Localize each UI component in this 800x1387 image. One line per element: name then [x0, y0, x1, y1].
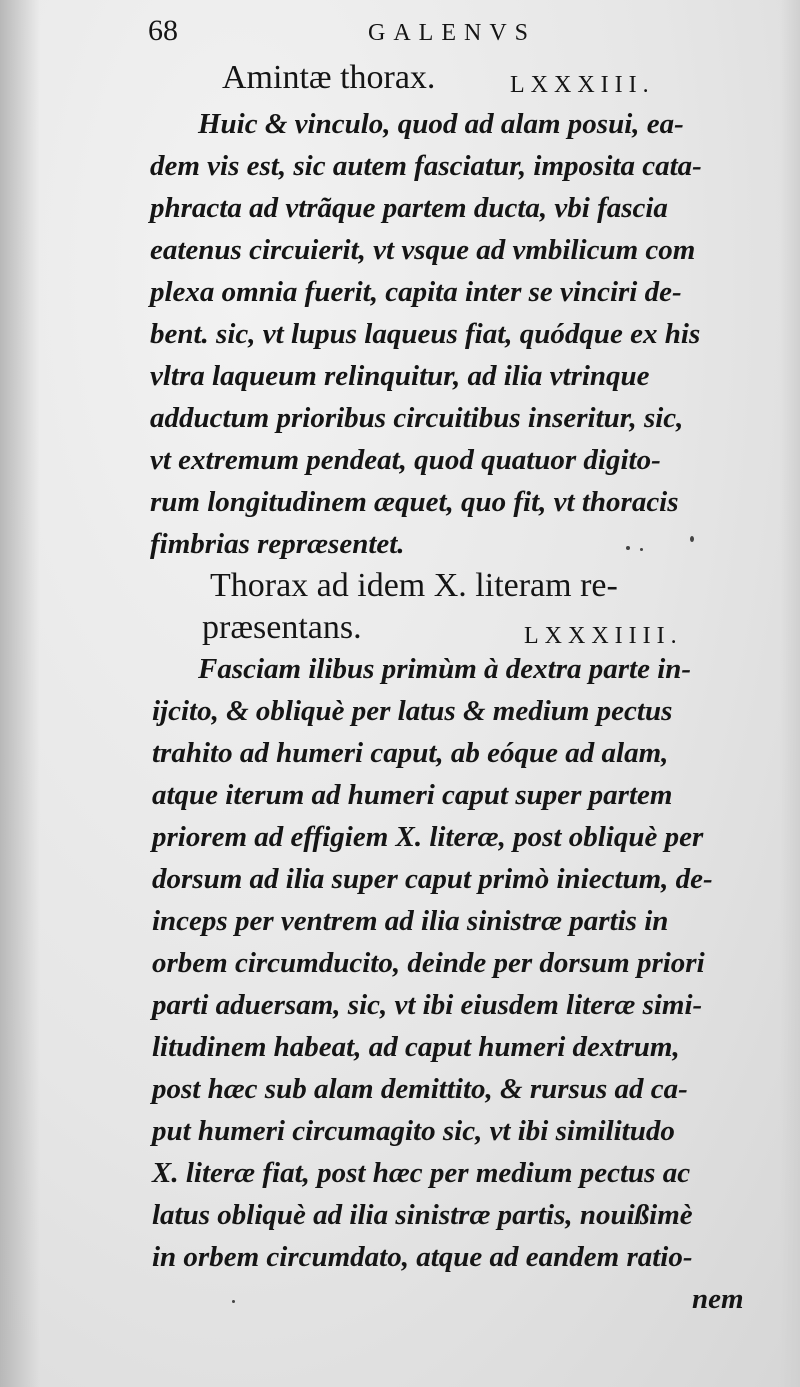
text-line: dorsum ad ilia super caput primò iniectum, de-: [152, 863, 713, 895]
text-line: fimbrias repræsentet.: [150, 528, 405, 560]
text-line: vt extremum pendeat, quod quatuor digito-: [150, 444, 661, 476]
text-line: rum longitudinem æquet, quo fit, vt thoracis: [150, 486, 679, 518]
text-line: dem vis est, sic autem fasciatur, imposita cata-: [150, 150, 702, 182]
text-line: phracta ad vtrãque partem ducta, vbi fascia: [150, 192, 668, 224]
catchword: nem: [692, 1283, 744, 1315]
section-83-title: Amintæ thorax.: [222, 59, 436, 96]
ink-speck: [232, 1300, 235, 1303]
text-line: parti aduersam, sic, vt ibi eiusdem literæ simi-: [152, 989, 703, 1021]
section-83-numeral-wrap: [510, 62, 800, 105]
section-84-body: [152, 648, 772, 1278]
section-83-body: [150, 103, 770, 565]
text-line: Huic & vinculo, quod ad alam posui, ea-: [198, 108, 684, 140]
text-line: X. literæ fiat, post hæc per medium pectus ac: [152, 1157, 691, 1189]
text-line: orbem circumducito, deinde per dorsum priori: [152, 947, 705, 979]
text-line: eatenus circuierit, vt vsque ad vmbilicum com: [150, 234, 696, 266]
text-line: litudinem habeat, ad caput humeri dextrum,: [152, 1031, 680, 1063]
section-84-heading-line1: Thorax ad idem X. literam re-: [210, 567, 618, 604]
text-line: bent. sic, vt lupus laqueus fiat, quódque ex his: [150, 318, 701, 350]
page-number: 68: [148, 14, 178, 47]
text-line: in orbem circumdato, atque ad eandem ratio-: [152, 1241, 693, 1273]
text-line: Fasciam ilibus primùm à dextra parte in-: [198, 653, 692, 685]
text-line: plexa omnia fuerit, capita inter se vinciri de-: [150, 276, 682, 308]
running-head: [148, 14, 768, 54]
section-84-heading-line2: præsentans.: [202, 609, 362, 646]
ink-speck: [626, 546, 630, 550]
text-line: post hæc sub alam demittito, & rursus ad ca-: [152, 1073, 688, 1105]
ink-speck: [640, 548, 643, 551]
text-line: latus obliquè ad ilia sinistræ partis, nouißimè: [152, 1199, 693, 1231]
text-line: inceps per ventrem ad ilia sinistræ partis in: [152, 905, 669, 937]
ink-speck: [690, 536, 694, 542]
text-line: put humeri circumagito sic, vt ibi similitudo: [152, 1115, 675, 1147]
running-title: GALENVS: [368, 20, 536, 46]
section-84-numeral: LXXXIIII.: [524, 623, 683, 649]
text-line: atque iterum ad humeri caput super partem: [152, 779, 673, 811]
gutter-shadow: [0, 0, 40, 1387]
page-edge-shadow: [780, 0, 800, 1387]
text-line: trahito ad humeri caput, ab eóque ad alam,: [152, 737, 669, 769]
section-83-numeral: LXXXIII.: [510, 72, 655, 98]
text-line: adductum prioribus circuitibus inseritur, sic,: [150, 402, 684, 434]
text-line: ijcito, & obliquè per latus & medium pectus: [152, 695, 673, 727]
text-line: vltra laqueum relinquitur, ad ilia vtrinque: [150, 360, 650, 392]
text-line: priorem ad effigiem X. literæ, post obliquè per: [152, 821, 704, 853]
